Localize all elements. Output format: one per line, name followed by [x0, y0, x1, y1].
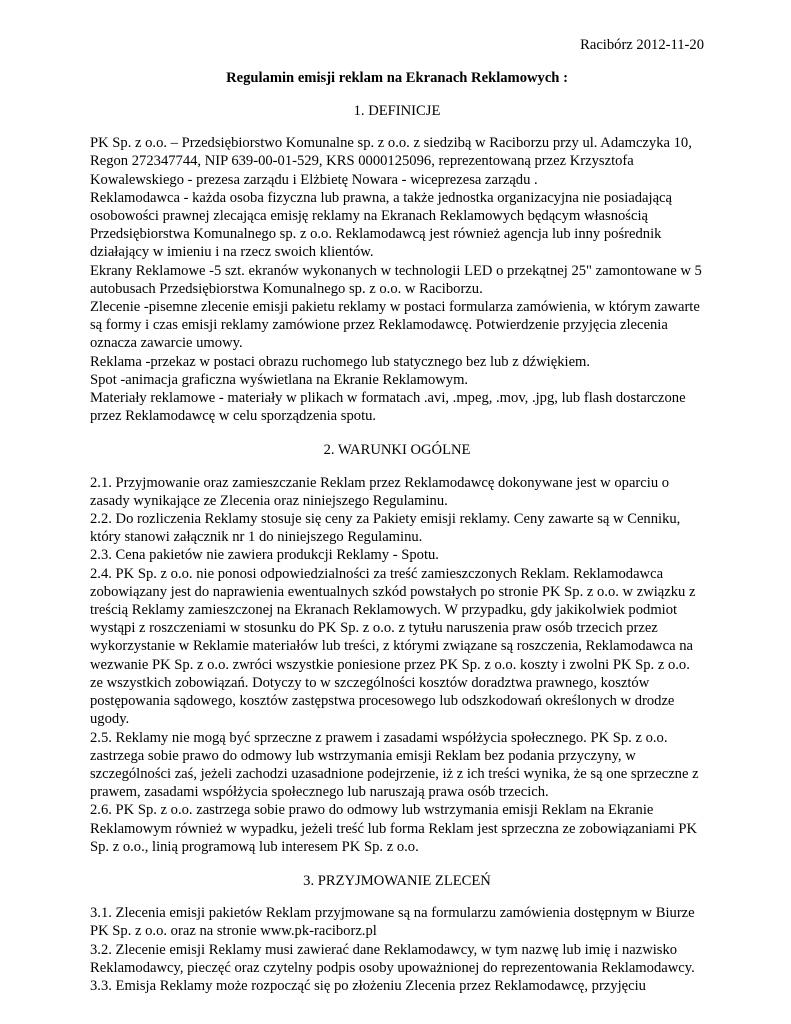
paragraph: Ekrany Reklamowe -5 szt. ekranów wykonanych w technologii LED o przekątnej 25" zamontowane w 5 autobusach Przedsiębiorstwa Komunalnego sp. z o.o. w Raciborzu. [90, 262, 702, 297]
section-heading-orders: 3. PRZYJMOWANIE ZLECEŃ [303, 872, 491, 889]
paragraph: Materiały reklamowe - materiały w plikach w formatach .avi, .mpeg, .mov, .jpg, lub flash dostarczone przez Reklamodawcę w celu sporządzenia spotu. [90, 390, 686, 425]
section-heading-definitions: 1. DEFINICJE [353, 103, 441, 119]
paragraph: 2.5. Reklamy nie mogą być sprzeczne z prawem i zasadami współżycia społecznego. PK Sp. z o.o. zastrzega sobie prawo do odmowy lub wstrzymania emisji Reklam bez podania przyczyny, w szczególności zaś, jeżeli zachodzi uzasadnione podejrzenie, iż z ich treści wynika, że są one sprzeczne z prawem, zasadami współżycia społecznego lub naruszają prawa osób trzecich. [90, 729, 699, 801]
paragraph: 2.1. Przyjmowanie oraz zamieszczanie Reklam przez Reklamodawcę dokonywane jest w oparciu o zasady wynikające ze Zlecenia oraz niniejszego Regulaminu. [90, 474, 670, 509]
paragraph: 2.6. PK Sp. z o.o. zastrzega sobie prawo do odmowy lub wstrzymania emisji Reklam na Ekranie Reklamowym również w wypadku, jeżeli treść lub forma Reklam jest sprzeczna ze zobowiązaniami PK Sp. z o.o., linią programową lub interesem PK Sp. z o.o. [90, 802, 698, 855]
document-page [90, 36, 704, 995]
paragraph: 3.1. Zlecenia emisji pakietów Reklam przyjmowane są na formularzu zamówienia dostępnym w Biurze PK Sp. z o.o. oraz na stronie www.pk-raciborz.pl [90, 905, 695, 940]
paragraph: 3.3. Emisja Reklamy może rozpocząć się po złożeniu Zlecenia przez Reklamodawcę, przyjęciu [90, 977, 646, 994]
paragraph: 2.4. PK Sp. z o.o. nie ponosi odpowiedzialności za treść zamieszczonych Reklam. Reklamodawca zobowiązany jest do naprawienia ewentualnych szkód powstałych po stronie PK Sp. z o.o. w związku z treścią Reklamy zamieszczonej na Ekranach Reklamowych. W przypadku, gdy jakikolwiek podmiot wystąpi z roszczeniami w stosunku do PK Sp. z o.o. z tytułu naruszenia praw osób trzecich przez wykorzystanie w Reklamie materiałów lub treści, z którymi związane są roszczenia, Reklamodawca na wezwanie PK Sp. z o.o. zwróci wszystkie poniesione przez PK Sp. z o.o. koszty i zwolni PK Sp. z o.o. ze wszystkich zobowiązań. Dotyczy to w szczególności kosztów doradztwa prawnego, kosztów postępowania sądowego, kosztów zastępstwa procesowego lub odszkodowań określonych w drodze ugody. [90, 565, 696, 728]
paragraph: 2.3. Cena pakietów nie zawiera produkcji Reklamy - Spotu. [90, 547, 439, 564]
paragraph: 2.2. Do rozliczenia Reklamy stosuje się ceny za Pakiety emisji reklamy. Ceny zawarte są w Cenniku, który stanowi załącznik nr 1 do niniejszego Regulaminu. [90, 511, 681, 546]
section-heading-general-terms: 2. WARUNKI OGÓLNE [323, 442, 471, 459]
paragraph: Spot -animacja graficzna wyświetlana na Ekranie Reklamowym. [90, 371, 469, 388]
document-title: Regulamin emisji reklam na Ekranach Reklamowych : [226, 70, 568, 86]
paragraph: 3.2. Zlecenie emisji Reklamy musi zawierać dane Reklamodawcy, w tym nazwę lub imię i nazwisko Reklamodawcy, pieczęć oraz czytelny podpis osoby upoważnionej do reprezentowania Reklamodawcy. [90, 941, 695, 976]
paragraph: Reklama -przekaz w postaci obrazu ruchomego lub statycznego bez lub z dźwiękiem. [90, 353, 591, 370]
paragraph: Zlecenie -pisemne zlecenie emisji pakietu reklamy w postaci formularza zamówienia, w którym zawarte są formy i czas emisji reklamy zamówione przez Reklamodawcę. Potwierdzenie przyjęcia zlecenia oznacza zawarcie umowy. [90, 299, 700, 352]
paragraph: PK Sp. z o.o. – Przedsiębiorstwo Komunalne sp. z o.o. z siedzibą w Raciborzu przy ul. Adamczyka 10, Regon 272347744, NIP 639-00-01-529, KRS 0000125096, reprezentowaną przez Krzysztofa Kowalewskiego - prezesa zarządu i Elżbietę Nowara - wiceprezesa zarządu . [90, 135, 692, 188]
paragraph: Reklamodawca - każda osoba fizyczna lub prawna, a także jednostka organizacyjna nie posiadającą osobowości prawnej zlecająca emisję reklamy na Ekranach Reklamowych będącym własnością Przedsiębiorstwa Komunalnego sp. z o.o. Reklamodawcą jest również agencja lub inny pośrednik działający w imieniu i na rzecz swoich klientów. [90, 189, 672, 261]
document-date: Racibórz 2012-11-20 [580, 37, 704, 53]
